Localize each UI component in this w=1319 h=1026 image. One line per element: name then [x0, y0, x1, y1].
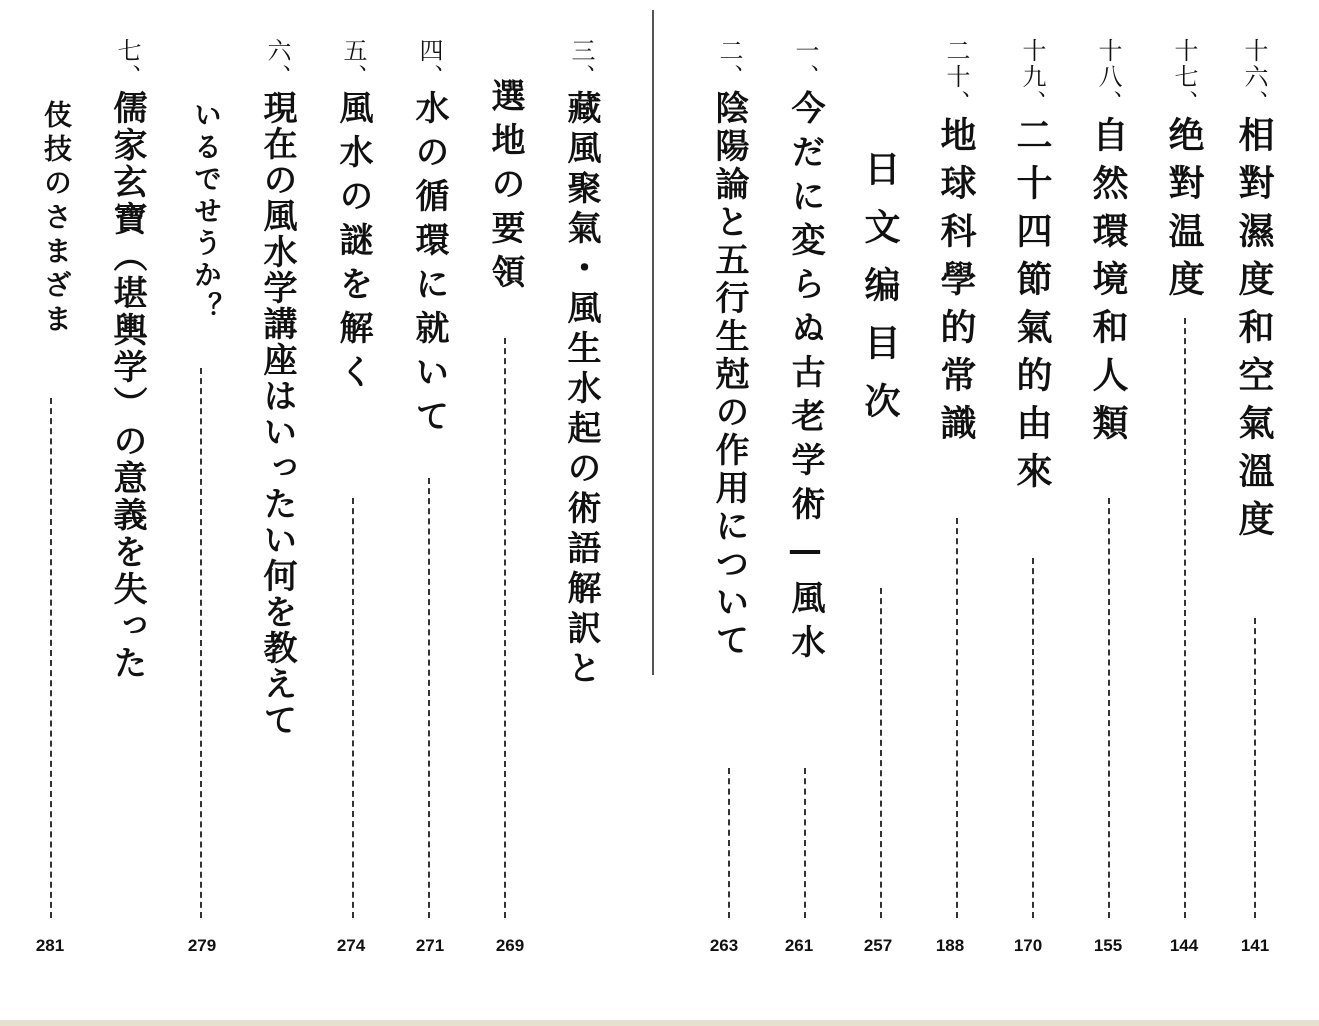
- toc-entry-text: [704, 38, 754, 660]
- toc-entry-3: [556, 38, 606, 918]
- entry-title: 绝對温度: [1163, 116, 1205, 308]
- dotted-leader: [728, 768, 730, 918]
- toc-entry-1: [780, 38, 830, 918]
- dotted-leader: [804, 768, 806, 918]
- dotted-leader: [880, 588, 882, 918]
- toc-entry-19: [1008, 38, 1058, 918]
- toc-entry-text: [480, 78, 530, 298]
- page-number: 274: [336, 936, 366, 955]
- page-number: 261: [784, 936, 814, 955]
- toc-entry-text: [1008, 38, 1058, 500]
- dotted-leader: [428, 478, 430, 918]
- toc-entry-7: [102, 38, 152, 918]
- entry-title-line-2: 選地の要領: [485, 78, 525, 298]
- toc-entry-5: [328, 38, 378, 918]
- dotted-leader: [1108, 498, 1110, 918]
- page-number: 269: [495, 936, 525, 955]
- entry-number: 五、: [339, 38, 367, 90]
- entry-number: 七、: [113, 38, 141, 90]
- toc-entry-20: [932, 38, 982, 918]
- toc-entry-text: [932, 38, 982, 452]
- entry-number: 十九、: [1018, 38, 1046, 116]
- entry-number: 十八、: [1094, 38, 1122, 116]
- toc-entry-text: [1160, 38, 1210, 308]
- entry-title: 陰陽論と五行生尅の作用について: [709, 90, 749, 660]
- page-number: 257: [863, 936, 893, 955]
- entry-title: 相對濕度和空氣溫度: [1233, 116, 1275, 548]
- entry-title-line-2: いるでせうか？: [190, 100, 223, 324]
- page-number: 155: [1093, 936, 1123, 955]
- toc-entry-text: [1084, 38, 1134, 452]
- entry-title: 自然環境和人類: [1087, 116, 1129, 452]
- entry-title: 今だに変らぬ古老学術—風水: [785, 90, 825, 668]
- page-number: 281: [35, 936, 65, 955]
- entry-title: 藏風聚氣・風生水起の術語解訳と: [561, 90, 601, 690]
- dotted-leader: [1184, 318, 1186, 918]
- entry-title: 地球科學的常識: [935, 116, 977, 452]
- toc-entry-4: [404, 38, 454, 918]
- page-number: 279: [187, 936, 217, 955]
- page-number: 170: [1013, 936, 1043, 955]
- toc-entry-6: [252, 38, 302, 918]
- dotted-leader: [50, 398, 52, 918]
- page-number: 141: [1240, 936, 1270, 955]
- entry-number: 十六、: [1240, 38, 1268, 116]
- dotted-leader: [200, 368, 202, 918]
- toc-header-column: [856, 150, 906, 918]
- dotted-leader: [956, 518, 958, 918]
- toc-entry-3-continued: [480, 78, 530, 918]
- entry-number: 六、: [263, 38, 291, 90]
- toc-entry-text: [1230, 38, 1280, 548]
- toc-entry-text: [26, 100, 76, 338]
- entry-number: 十七、: [1170, 38, 1198, 116]
- page-gutter-divider: [652, 10, 654, 675]
- toc-entry-text: [252, 38, 302, 738]
- entry-number: 二十、: [942, 38, 970, 116]
- page-number: 188: [935, 936, 965, 955]
- toc-entry-text: [556, 38, 606, 690]
- entry-number: 四、: [415, 38, 443, 90]
- dotted-leader: [1254, 618, 1256, 918]
- entry-title-line-2: 伎技のさまざま: [40, 100, 73, 338]
- dotted-leader: [504, 338, 506, 918]
- page-number: 271: [415, 936, 445, 955]
- toc-entry-text: [404, 38, 454, 442]
- entry-title: 二十四節氣的由來: [1011, 116, 1053, 500]
- entry-title: 水の循環に就いて: [409, 90, 449, 442]
- toc-entry-18: [1084, 38, 1134, 918]
- toc-entry-6-continued: [176, 100, 226, 918]
- toc-entry-text: [102, 38, 152, 682]
- toc-entry-16: [1230, 38, 1280, 918]
- toc-entry-text: [176, 100, 226, 324]
- entry-number: 一、: [791, 38, 819, 90]
- entry-number: 三、: [567, 38, 595, 90]
- entry-number: 二、: [715, 38, 743, 90]
- entry-title: 儒家玄寶（堪輿学）の意義を失った: [107, 90, 147, 682]
- toc-entry-text: [780, 38, 830, 668]
- toc-entry-text: [328, 38, 378, 398]
- toc-entry-17: [1160, 38, 1210, 918]
- scan-bottom-edge: [0, 1020, 1319, 1026]
- dotted-leader: [1032, 558, 1034, 918]
- entry-title: 現在の風水学講座はいったい何を教えて: [257, 90, 297, 738]
- page-number: 263: [709, 936, 739, 955]
- entry-title: 風水の謎を解く: [333, 90, 373, 398]
- toc-header-title: 日文编目次: [859, 150, 901, 440]
- page-number: 144: [1169, 936, 1199, 955]
- toc-entry-2: [704, 38, 754, 918]
- toc-entry-7-continued: [26, 100, 76, 918]
- dotted-leader: [352, 498, 354, 918]
